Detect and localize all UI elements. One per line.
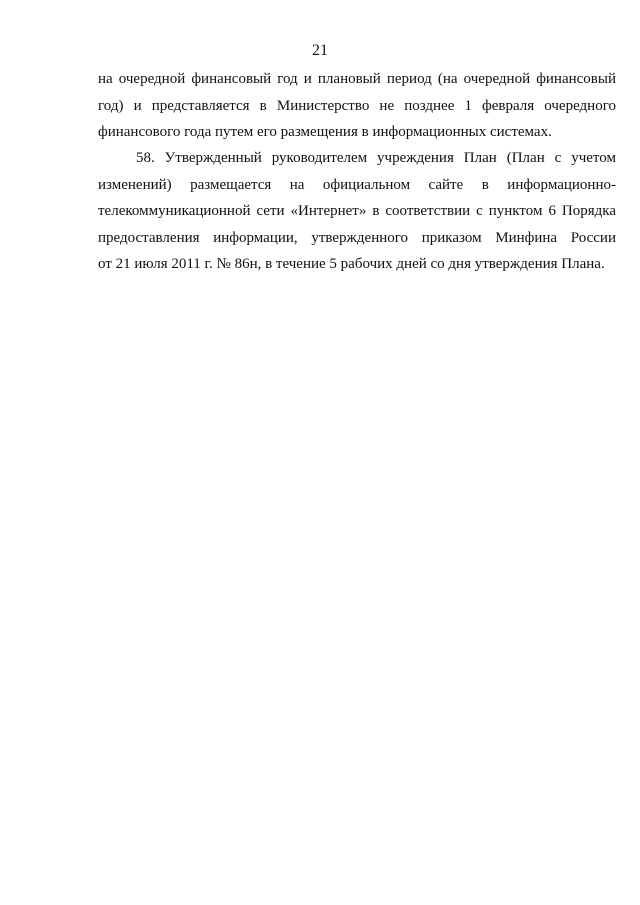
text-line: 58. Утвержденный руководителем учреждения План (План с учетом: [136, 150, 616, 166]
text-line: телекоммуникационной сети «Интернет» в соответствии с пунктом 6 Порядка: [98, 203, 616, 219]
text-line: на очередной финансовый год и плановый период (на очередной финансовый: [98, 71, 616, 87]
text-line: финансового года путем его размещения в информационных системах.: [98, 124, 552, 140]
text-line: предоставления информации, утвержденного приказом Минфина России: [98, 229, 616, 246]
text-line: год) и представляется в Министерство не позднее 1 февраля очередного: [98, 97, 616, 114]
paragraph-58: [98, 145, 616, 278]
page-number: 21: [312, 42, 328, 59]
text-line: изменений) размещается на официальном сайте в информационно-: [98, 176, 616, 193]
paragraph-continuation: [98, 66, 616, 146]
text-line: от 21 июля 2011 г. № 86н, в течение 5 рабочих дней со дня утверждения Плана.: [98, 256, 605, 272]
